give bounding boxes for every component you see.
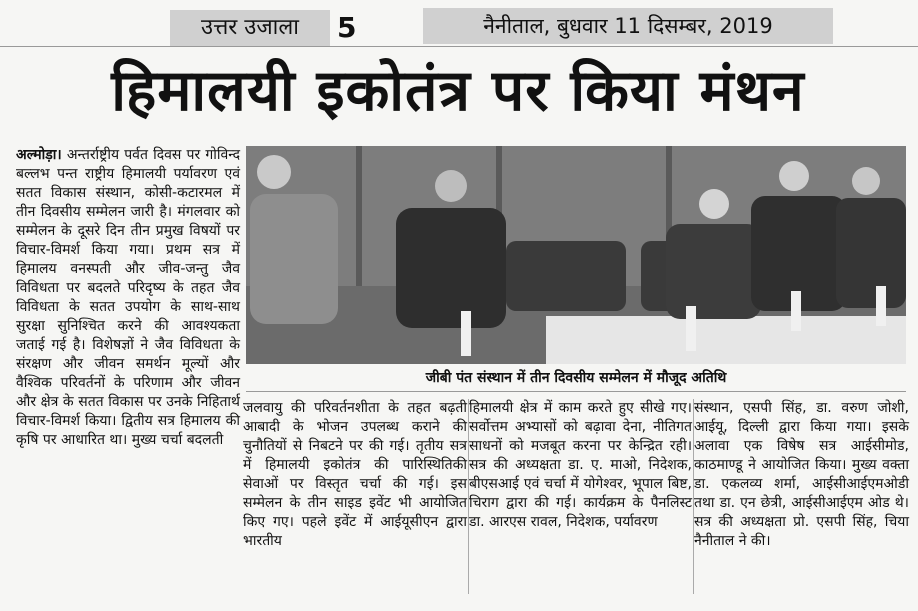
article-column-3: [469, 399, 692, 532]
photo-illustration: [246, 146, 906, 364]
article-column-4: [694, 399, 909, 551]
page-number: 5: [337, 11, 357, 44]
article-dateline-place: अल्मोड़ा।: [16, 147, 62, 163]
article-text: जलवायु की परिवर्तनशीता के तहत बढ़ती आबादी के भोजन उपलब्ध कराने की चुनौतियों से निबटने पर की गई। तृतीय सत्र में हिमालयी इकोतंत्र की पारिस्थितिकी सेवाओं पर विस्तृत चर्चा की गई। इस सम्मेलन के तीन साइड इवेंट भी आयोजित किए गए। पहले इवेंट में आईयूसीएन द्वारा भारतीय: [243, 400, 467, 549]
news-photo: [246, 146, 906, 364]
headline: हिमालयी इकोतंत्र पर किया मंथन: [111, 58, 805, 124]
article-text: अन्तर्राष्ट्रीय पर्वत दिवस पर गोविन्द बल्लभ पन्त राष्ट्रीय हिमालयी पर्यावरण एवं सतत विकास संस्थान, कोसी-कटारमल में तीन दिवसीय सम्मेलन जारी है। मंगलवार को सम्मेलन के दूसरे दिन तीन प्रमुख विषयों पर विचार-विमर्श किया गया। प्रथम सत्र में हिमालय वनस्पती और जीव-जन्तु जैव विविधता पर बदलते परिदृष्य के तहत जैव विविधता के सतत उपयोग के साथ-साथ सुरक्षा सुनिश्चित करने की आवश्यकता जताई गई है। विशेषज्ञों ने जैव विविधता के संरक्षण और जीवन समर्थन मूल्यों और वैश्विक परिवर्तनों के परिणाम और जीवन और क्षेत्र के सतत विकास पर उनके निहितार्थ विचार-विमर्श किया। द्वितीय सत्र हिमालय की कृषि पर आधारित था। मुख्य चर्चा बदलती: [16, 147, 240, 448]
article-text: हिमालयी क्षेत्र में काम करते हुए सीखे गए। सर्वोत्तम अभ्यासों को बढ़ावा देना, नीतिगत साधनों को मजबूत करना पर केन्द्रित रही। सत्र की अध्यक्षता डा. ए. माओ, निदेशक, बीएसआई एवं चर्चा में योगेश्वर, भूपाल बिष्ट, चिराग द्वारा की गई। कार्यक्रम के पैनलिस्ट डा. आरएस रावल, निदेशक, पर्यावरण: [469, 400, 692, 530]
photo-caption: जीबी पंत संस्थान में तीन दिवसीय सम्मेलन में मौजूद अतिथि: [246, 366, 906, 392]
masthead-dateline: नैनीताल, बुधवार 11 दिसम्बर, 2019: [423, 8, 833, 44]
masthead-rule: [0, 46, 918, 47]
article-column-1: [16, 146, 240, 450]
article-column-2: [243, 399, 467, 551]
article-paragraph: [16, 146, 240, 450]
article-text: संस्थान, एसपी सिंह, डा. वरुण जोशी, आईयू, दिल्ली द्वारा किया गया। इसके अलावा एक विषेष सत्र आईसीमोड, काठमाण्डू ने आयोजित किया। मुख्य वक्ता डा. एकलव्य शर्मा, आईसीआईएमओडी तथा डा. एन छेत्री, आईसीआईएम ओड थे। सत्र की अध्यक्षता प्रो. एसपी सिंह, चिया नैनीताल ने की।: [694, 400, 909, 549]
masthead-paper-name: उत्तर उजाला: [170, 10, 330, 46]
